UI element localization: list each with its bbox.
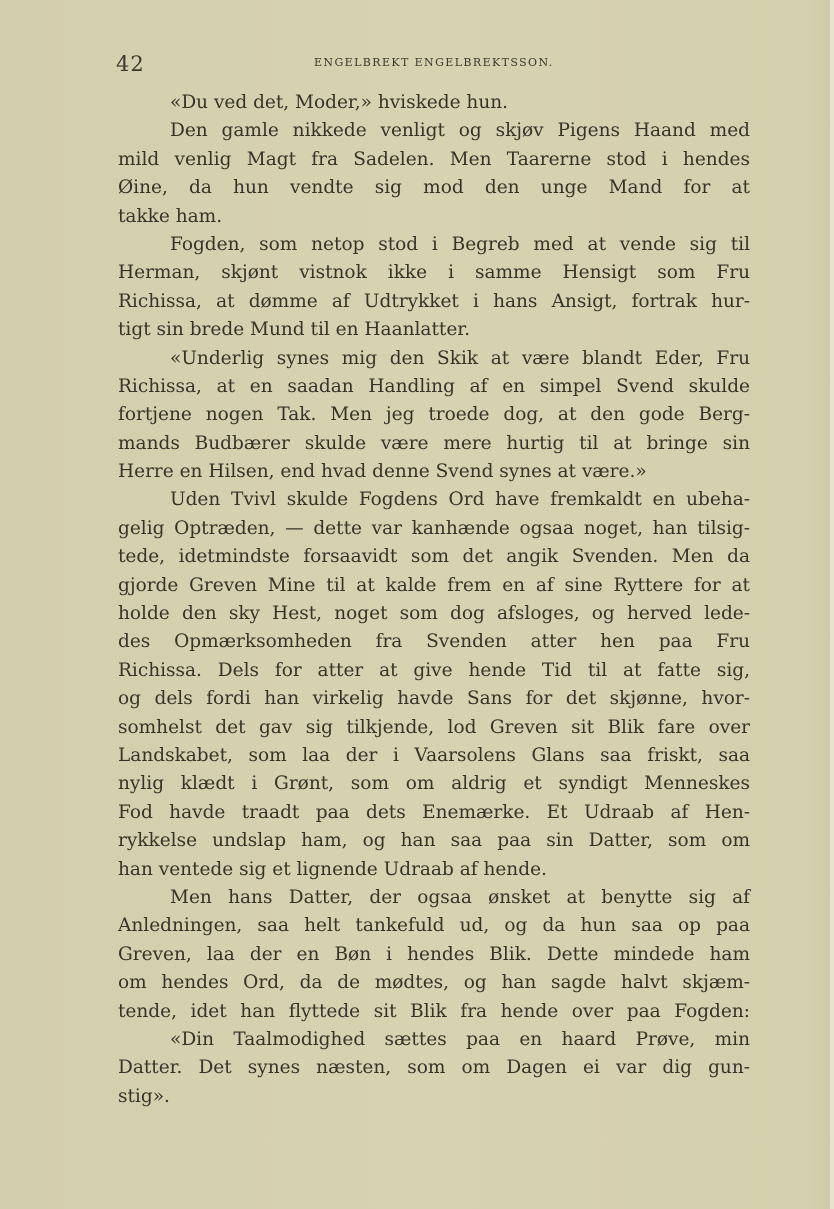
text-line: gelig Optræden, — dette var kanhænde ogsaa noget, han tilsig-	[118, 517, 750, 539]
text-line: Greven, laa der en Bøn i hendes Blik. Dette mindede ham	[118, 943, 750, 965]
text-line: Herman, skjønt vistnok ikke i samme Hensigt som Fru	[118, 262, 750, 284]
text-line: mands Budbærer skulde være mere hurtig til at bringe sin	[118, 432, 750, 454]
text-line: han ventede sig et lignende Udraab af hende.	[118, 858, 547, 880]
text-line: Den gamle nikkede venligt og skjøv Pigens Haand med	[170, 120, 750, 142]
text-line: Øine, da hun vendte sig mod den unge Mand for at	[118, 177, 750, 199]
text-line: Richissa, at dømme af Udtrykket i hans Ansigt, fortrak hur-	[118, 290, 750, 312]
text-line: gjorde Greven Mine til at kalde frem en af sine Ryttere for at	[118, 574, 750, 596]
text-line: holde den sky Hest, noget som dog afsloges, og herved lede-	[118, 603, 750, 625]
text-line: stig».	[118, 1085, 170, 1107]
text-line: Anledningen, saa helt tankefuld ud, og da hun saa op paa	[118, 915, 750, 937]
text-line: tende, idet han flyttede sit Blik fra hende over paa Fogden:	[118, 1000, 750, 1022]
text-line: tigt sin brede Mund til en Haanlatter.	[118, 319, 470, 341]
text-line: og dels fordi han virkelig havde Sans for det skjønne, hvor-	[118, 688, 750, 710]
text-line: «Din Taalmodighed sættes paa en haard Prøve, min	[170, 1028, 750, 1050]
text-line: fortjene nogen Tak. Men jeg troede dog, at den gode Berg-	[118, 404, 750, 426]
text-line: tede, idetmindste forsaavidt som det angik Svenden. Men da	[118, 546, 750, 568]
running-head: ENGELBREKT ENGELBREKTSSON.	[314, 56, 554, 69]
text-line: Landskabet, som laa der i Vaarsolens Glans saa friskt, saa	[118, 744, 750, 766]
text-line: somhelst det gav sig tilkjende, lod Greven sit Blik fare over	[118, 716, 750, 738]
page-edge	[830, 0, 834, 1209]
text-line: om hendes Ord, da de mødtes, og han sagde halvt skjæm-	[118, 972, 750, 994]
text-line: mild venlig Magt fra Sadelen. Men Taarerne stod i hendes	[118, 148, 750, 170]
text-line: Fod havde traadt paa dets Enemærke. Et Udraab af Hen-	[118, 801, 750, 823]
body-text	[118, 89, 750, 1111]
text-line: des Opmærksomheden fra Svenden atter hen paa Fru	[118, 631, 750, 653]
text-line: nylig klædt i Grønt, som om aldrig et syndigt Menneskes	[118, 773, 750, 795]
text-line: Men hans Datter, der ogsaa ønsket at benytte sig af	[170, 886, 750, 908]
text-line: Herre en Hilsen, end hvad denne Svend synes at være.»	[118, 461, 647, 483]
text-line: Richissa, at en saadan Handling af en simpel Svend skulde	[118, 375, 750, 397]
text-line: Fogden, som netop stod i Begreb med at vende sig til	[170, 233, 750, 255]
text-line: Datter. Det synes næsten, som om Dagen ei var dig gun-	[118, 1057, 750, 1079]
text-line: «Du ved det, Moder,» hviskede hun.	[170, 92, 509, 113]
text-line: Richissa. Dels for atter at give hende Tid til at fatte sig,	[118, 659, 750, 681]
text-line: Uden Tvivl skulde Fogdens Ord have fremkaldt en ubeha-	[170, 489, 750, 511]
page-number: 42	[116, 52, 145, 76]
text-line: rykkelse undslap ham, og han saa paa sin Datter, som om	[118, 830, 750, 852]
text-line: «Underlig synes mig den Skik at være blandt Eder, Fru	[170, 347, 750, 369]
text-line: takke ham.	[118, 205, 223, 227]
